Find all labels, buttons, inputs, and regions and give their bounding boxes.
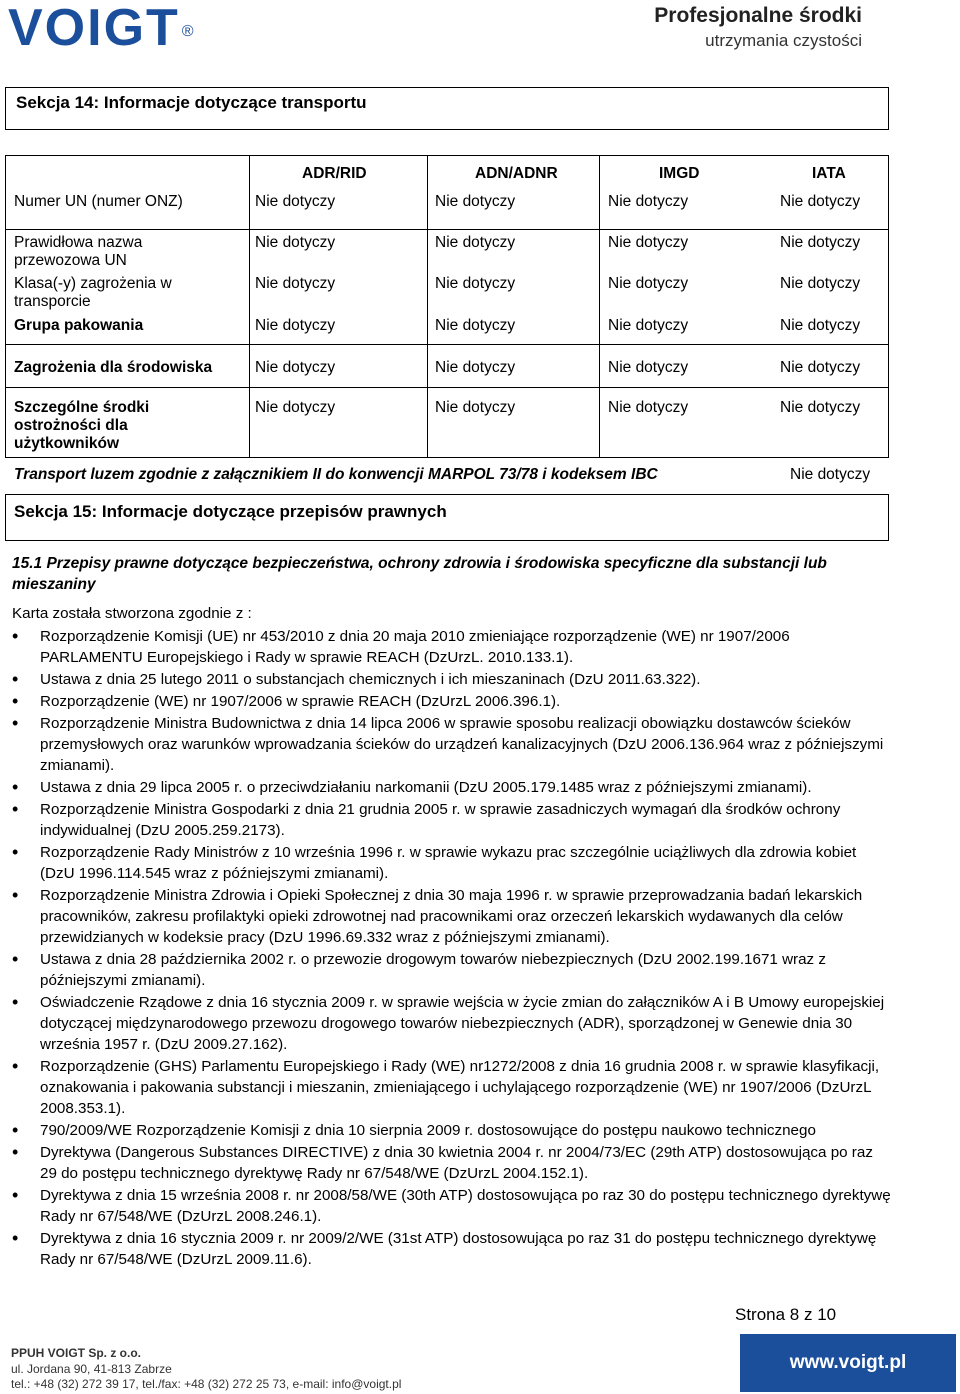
table-cell: Nie dotyczy <box>608 399 689 416</box>
table-cell: Nie dotyczy <box>255 359 336 376</box>
table-cell: Nie dotyczy <box>780 399 861 416</box>
table-cell: Nie dotyczy <box>780 275 861 292</box>
row-label-hazard-class: Klasa(-y) zagrożenia w transporcie <box>14 275 172 310</box>
table-cell: Nie dotyczy <box>435 193 516 210</box>
list-item: • Rozporządzenie (GHS) Parlamentu Europejskiego i Rady (WE) nr1272/2008 z dnia 16 grudnia 2008 r. w sprawie klasyfikacji, oznakowania i pakowania substancji i mieszanin, zmieniającego i uchylającego rozporządzenie (WE) nr 1907/2006 (DzUrzL 2008.353.1). <box>12 1056 892 1119</box>
list-item: • Dyrektywa z dnia 15 września 2008 r. nr 2008/58/WE (30th ATP) dostosowująca po raz 30 do postępu technicznego dyrektywę Rady nr 67/548/WE (DzUrzL 2008.246.1). <box>12 1185 892 1227</box>
section15-title-box <box>5 494 889 541</box>
list-item: • Dyrektywa (Dangerous Substances DIRECTIVE) z dnia 30 kwietnia 2004 r. nr 2004/73/EC (29th ATP) dostosowująca po raz 29 do postępu technicznego dyrektywę Rady nr 67/548/WE (DzUrzL 2004.152.1). <box>12 1142 892 1184</box>
table-cell: Nie dotyczy <box>780 317 861 334</box>
footer-address: ul. Jordana 90, 41-813 Zabrze <box>11 1362 172 1376</box>
col-adn-adnr: ADN/ADNR <box>475 165 558 182</box>
list-item: • Rozporządzenie Ministra Budownictwa z dnia 14 lipca 2006 w sprawie sposobu realizacji obowiązku dostawców ścieków przemysłowych oraz warunków wprowadzania ścieków do urządzeń kanalizacyjnych (DzU 2006.136.964 wraz z późniejszymi zmianami). <box>12 713 892 776</box>
table-cell: Nie dotyczy <box>608 234 689 251</box>
col-adr-rid: ADR/RID <box>302 165 367 182</box>
table-cell: Nie dotyczy <box>435 275 516 292</box>
page-number: Strona 8 z 10 <box>735 1305 837 1324</box>
list-item: • 790/2009/WE Rozporządzenie Komisji z dnia 10 sierpnia 2009 r. dostosowujące do postępu naukowo technicznego <box>12 1120 892 1141</box>
tagline-line-2: utrzymania czystości <box>705 31 862 50</box>
row-label-shipping-name: Prawidłowa nazwa przewozowa UN <box>14 234 143 269</box>
list-item: • Rozporządzenie Ministra Gospodarki z dnia 21 grudnia 2005 r. w sprawie zasadniczych wymagań dla środków ochrony indywidualnej (DzU 2005.259.2173). <box>12 799 892 841</box>
table-cell: Nie dotyczy <box>435 359 516 376</box>
tagline-line-1: Profesjonalne środki <box>654 4 862 27</box>
table-cell: Nie dotyczy <box>255 317 336 334</box>
list-item: • Oświadczenie Rządowe z dnia 16 stycznia 2009 r. w sprawie wejścia w życie zmian do załączników A i B Umowy europejskiej dotyczącej międzynarodowego przewozu drogowego towarów niebezpiecznych (ADR), sporządzonej w Genewie dnia 30 września 1957 r. (DzU 2009.27.162). <box>12 992 892 1055</box>
table-cell: Nie dotyczy <box>435 234 516 251</box>
table-cell: Nie dotyczy <box>255 399 336 416</box>
list-item: • Ustawa z dnia 25 lutego 2011 o substancjach chemicznych i ich mieszaninach (DzU 2011.63.322). <box>12 669 892 690</box>
section15-subtitle: 15.1 Przepisy prawne dotyczące bezpieczeństwa, ochrony zdrowia i środowiska specyficzne dla substancji lub mieszaniny <box>12 555 827 593</box>
regulations-list <box>12 626 892 1271</box>
regulations-intro: Karta została stworzona zgodnie z : <box>12 605 252 622</box>
section14-title: Sekcja 14: Informacje dotyczące transportu <box>16 93 367 112</box>
table-cell: Nie dotyczy <box>608 275 689 292</box>
col-imgd: IMGD <box>659 165 700 182</box>
table-cell: Nie dotyczy <box>255 234 336 251</box>
table-cell: Nie dotyczy <box>780 234 861 251</box>
list-item: • Rozporządzenie (WE) nr 1907/2006 w sprawie REACH (DzUrzL 2006.396.1). <box>12 691 892 712</box>
table-cell: Nie dotyczy <box>255 193 336 210</box>
footer-website-banner[interactable] <box>740 1334 956 1392</box>
table-cell: Nie dotyczy <box>435 317 516 334</box>
section14-title-box <box>5 87 889 130</box>
table-cell: Nie dotyczy <box>608 193 689 210</box>
footer-website[interactable]: www.voigt.pl <box>789 1352 907 1373</box>
row-label-special-precautions: Szczególne środki ostrożności dla użytkowników <box>14 399 150 452</box>
transport-table <box>5 155 889 458</box>
table-cell: Nie dotyczy <box>608 359 689 376</box>
col-iata: IATA <box>812 165 846 182</box>
row-label-environment: Zagrożenia dla środowiska <box>14 359 213 376</box>
table-cell: Nie dotyczy <box>255 275 336 292</box>
voigt-logo: VOIGT ® <box>8 0 196 57</box>
marpol-label: Transport luzem zgodnie z załącznikiem II do konwencji MARPOL 73/78 i kodeksem IBC <box>14 466 658 483</box>
table-cell: Nie dotyczy <box>608 317 689 334</box>
list-item: • Rozporządzenie Rady Ministrów z 10 września 1996 r. w sprawie wykazu prac szczególnie uciążliwych dla zdrowia kobiet (DzU 1996.114.545 wraz z późniejszymi zmianami). <box>12 842 892 884</box>
marpol-value: Nie dotyczy <box>790 466 871 483</box>
table-cell: Nie dotyczy <box>435 399 516 416</box>
footer-company: PPUH VOIGT Sp. z o.o. <box>11 1346 142 1360</box>
list-item: • Ustawa z dnia 29 lipca 2005 r. o przeciwdziałaniu narkomanii (DzU 2005.179.1485 wraz z późniejszymi zmianami). <box>12 777 892 798</box>
list-item: • Ustawa z dnia 28 października 2002 r. o przewozie drogowym towarów niebezpiecznych (DzU 2002.199.1671 wraz z późniejszymi zmianami). <box>12 949 892 991</box>
table-cell: Nie dotyczy <box>780 359 861 376</box>
row-label-un-number: Numer UN (numer ONZ) <box>14 193 183 210</box>
footer-contact: tel.: +48 (32) 272 39 17, tel./fax: +48 (32) 272 25 73, e-mail: info@voigt.pl <box>11 1377 402 1391</box>
section15-title: Sekcja 15: Informacje dotyczące przepisów prawnych <box>14 502 447 521</box>
list-item: • Dyrektywa z dnia 16 stycznia 2009 r. nr 2009/2/WE (31st ATP) dostosowująca po raz 31 do postępu technicznego dyrektywę Rady nr 67/548/WE (DzUrzL 2009.11.6). <box>12 1228 892 1270</box>
row-label-packing-group: Grupa pakowania <box>14 317 144 334</box>
table-cell: Nie dotyczy <box>780 193 861 210</box>
list-item: • Rozporządzenie Komisji (UE) nr 453/2010 z dnia 20 maja 2010 zmieniające rozporządzenie (WE) nr 1907/2006 PARLAMENTU Europejskiego i Rady w sprawie REACH (DzUrzL. 2010.133.1). <box>12 626 892 668</box>
list-item: • Rozporządzenie Ministra Zdrowia i Opieki Społecznej z dnia 30 maja 1996 r. w sprawie przeprowadzania badań lekarskich pracowników, zakresu profilaktyki opieki zdrowotnej nad pracownikami oraz orzeczeń lekarskich wydawanych dla celów przewidzianych w kodeksie pracy (DzU 1996.69.332 wraz z późniejszymi zmianami). <box>12 885 892 948</box>
